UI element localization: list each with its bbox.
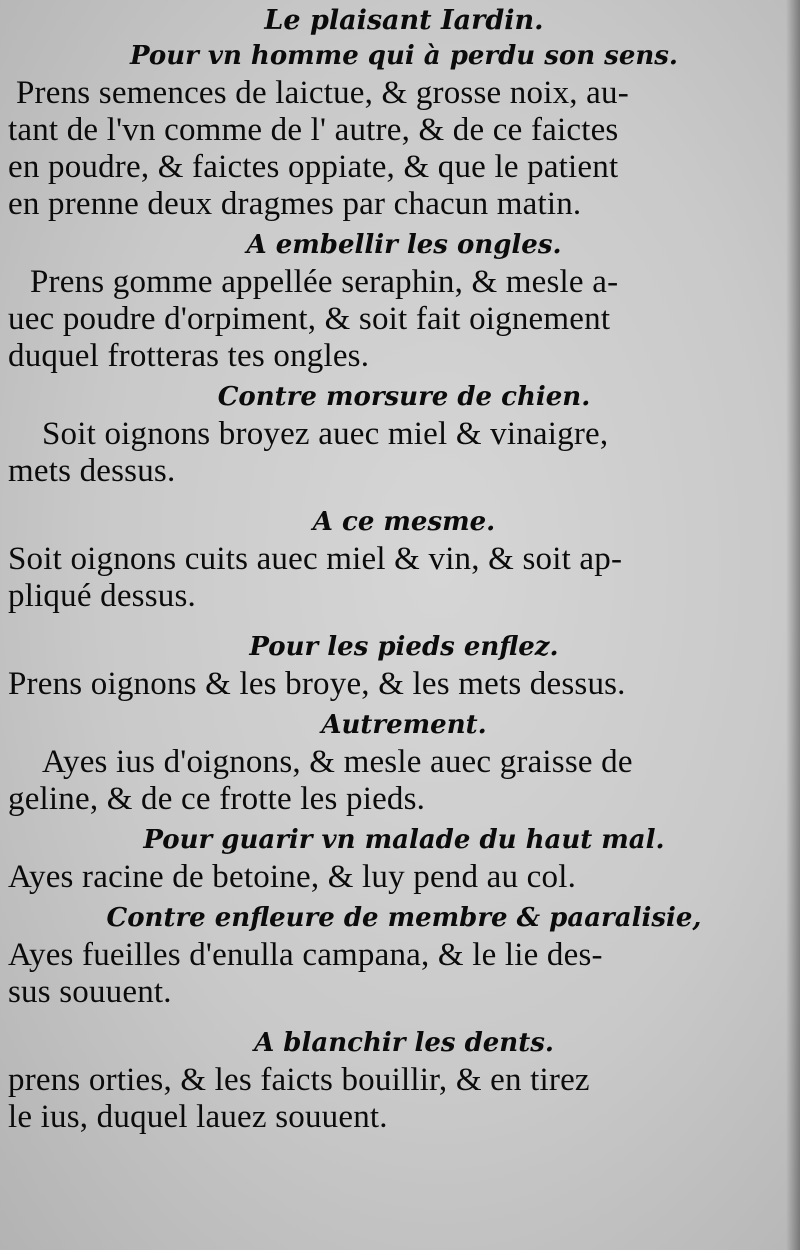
recipe-heading: Pour vn homme qui à perdu son sens. [130, 41, 678, 71]
recipe-line: Ayes ius d'oignons, & mesle auec graisse de [42, 744, 633, 780]
recipe-entry [8, 504, 800, 615]
recipe-line: Prens semences de laictue, & grosse noix, au- [16, 75, 629, 111]
recipe-heading: A ce mesme. [312, 507, 496, 537]
recipe-line: Prens oignons & les broye, & les mets dessus. [8, 666, 626, 702]
recipe-line: le ius, duquel lauez souuent. [8, 1099, 388, 1135]
recipe-heading: Pour guarir vn malade du haut mal. [143, 825, 665, 855]
recipe-heading: Pour les pieds enflez. [249, 632, 559, 662]
recipe-line: Prens gomme appellée seraphin, & mesle a- [30, 264, 619, 300]
recipe-line: prens orties, & les faicts bouillir, & en tirez [8, 1062, 590, 1098]
recipe-line: Ayes fueilles d'enulla campana, & le lie des- [8, 937, 603, 973]
recipe-entry [8, 379, 800, 490]
recipe-heading: A embellir les ongles. [246, 230, 562, 260]
recipe-heading: A blanchir les dents. [254, 1028, 554, 1058]
recipe-line: mets dessus. [8, 453, 176, 489]
recipe-line: sus souuent. [8, 974, 172, 1010]
recipe-line: geline, & de ce frotte les pieds. [8, 781, 426, 817]
recipe-entry [8, 822, 800, 896]
recipe-entry [8, 227, 800, 375]
recipe-line: tant de l'vn comme de l' autre, & de ce faictes [8, 112, 619, 148]
recipe-line: en prenne deux dragmes par chacun matin. [8, 186, 582, 222]
recipe-entry [8, 38, 800, 223]
recipe-line: uec poudre d'orpiment, & soit fait oignement [8, 301, 611, 337]
recipe-line: Soit oignons cuits auec miel & vin, & soit ap- [8, 541, 623, 577]
recipe-heading: Contre morsure de chien. [217, 382, 591, 412]
recipe-entry [8, 1025, 800, 1136]
recipe-entry [8, 707, 800, 818]
recipe-entry [8, 629, 800, 703]
recipe-line: duquel frotteras tes ongles. [8, 338, 370, 374]
recipe-heading: Contre enfleure de membre & paaralisie, [106, 903, 702, 933]
recipe-heading: Autrement. [321, 710, 487, 740]
recipe-line: Soit oignons broyez auec miel & vinaigre, [42, 416, 609, 452]
recipe-line: Ayes racine de betoine, & luy pend au col. [8, 859, 577, 895]
recipe-entry [8, 900, 800, 1011]
running-head: Le plaisant Iardin. [264, 5, 544, 36]
recipe-line: pliqué dessus. [8, 578, 196, 614]
recipe-line: en poudre, & faictes oppiate, & que le patient [8, 149, 619, 185]
